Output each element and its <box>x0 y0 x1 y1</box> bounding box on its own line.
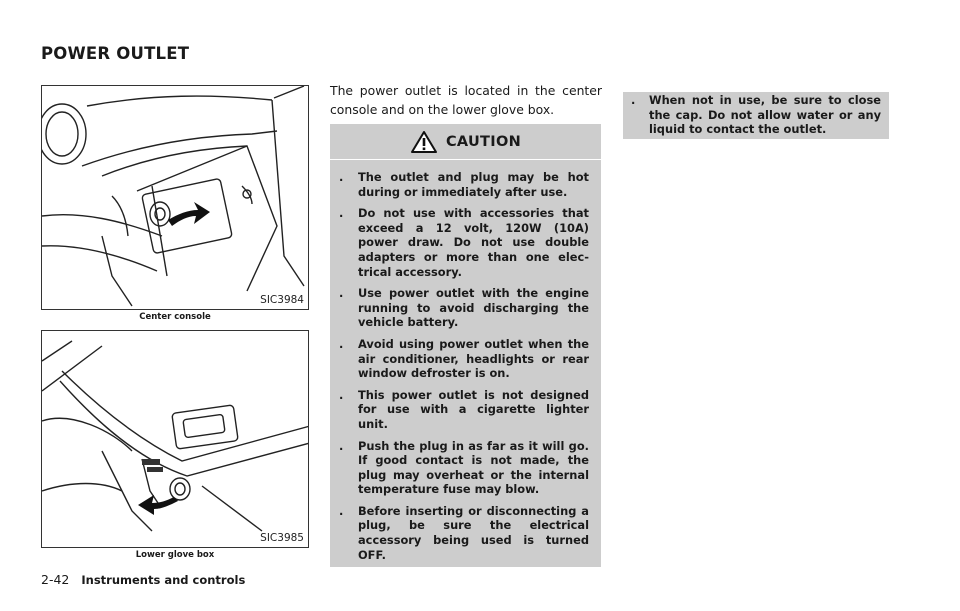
caution-heading: CAUTION <box>445 133 522 150</box>
bullet-dot: . <box>339 206 344 221</box>
caution-item <box>330 206 601 279</box>
caution-header <box>330 124 601 160</box>
section-title: POWER OUTLET <box>41 44 190 63</box>
page-number: 2-42 <box>41 572 70 587</box>
bullet-dot: . <box>339 336 344 351</box>
caution-item <box>330 439 601 497</box>
footer-section-title: Instruments and controls <box>81 573 246 587</box>
warning-icon <box>410 130 438 154</box>
figure-lower-glove-box <box>41 330 309 548</box>
caution-item-text: Do not use with accessories that exceed a 12 volt, 120W (10A) power draw. Do not use double adapters or more than one elec-trical accessory. <box>358 206 589 279</box>
caution-item-text: The outlet and plug may be hot during or immediately after use. <box>358 170 589 199</box>
bullet-dot: . <box>339 387 344 402</box>
bullet-dot: . <box>339 438 344 453</box>
bullet-dot: . <box>339 503 344 518</box>
figure-code: SIC3984 <box>260 294 304 306</box>
caution-item <box>330 170 601 199</box>
intro-paragraph: The power outlet is located in the center console and on the lower glove box. <box>330 83 602 117</box>
figure-code: SIC3985 <box>260 532 304 544</box>
caution-item-text: Use power outlet with the engine running to avoid discharging the vehicle battery. <box>358 286 589 330</box>
page-footer <box>41 572 245 587</box>
caution-item-text: Push the plug in as far as it will go. If good contact is not made, the plug may overheat or the internal temperature fuse may blow. <box>358 438 589 497</box>
bullet-dot: . <box>631 93 636 107</box>
note-box <box>623 92 889 139</box>
caution-item <box>330 504 601 562</box>
caution-item-text: This power outlet is not designed for use with a cigarette lighter unit. <box>358 387 589 431</box>
caution-item-text: Avoid using power outlet when the air conditioner, headlights or rear window defroster is on. <box>358 336 589 381</box>
caution-item <box>330 286 601 330</box>
figure-center-console <box>41 85 309 310</box>
caution-item-text: Before inserting or disconnecting a plug, be sure the electrical accessory being used is turned OFF. <box>358 503 589 562</box>
center-console-illustration <box>42 86 309 310</box>
figure-caption: Center console <box>139 312 211 322</box>
caution-item <box>330 337 601 381</box>
caution-item <box>330 388 601 432</box>
caution-list <box>330 170 601 569</box>
bullet-dot: . <box>339 286 344 301</box>
figure-caption: Lower glove box <box>135 550 215 560</box>
lower-glove-box-illustration <box>42 331 309 548</box>
caution-box <box>330 124 601 567</box>
note-text: When not in use, be sure to close the cap. Do not allow water or any liquid to contact the outlet. <box>649 93 881 137</box>
bullet-dot: . <box>339 170 344 184</box>
